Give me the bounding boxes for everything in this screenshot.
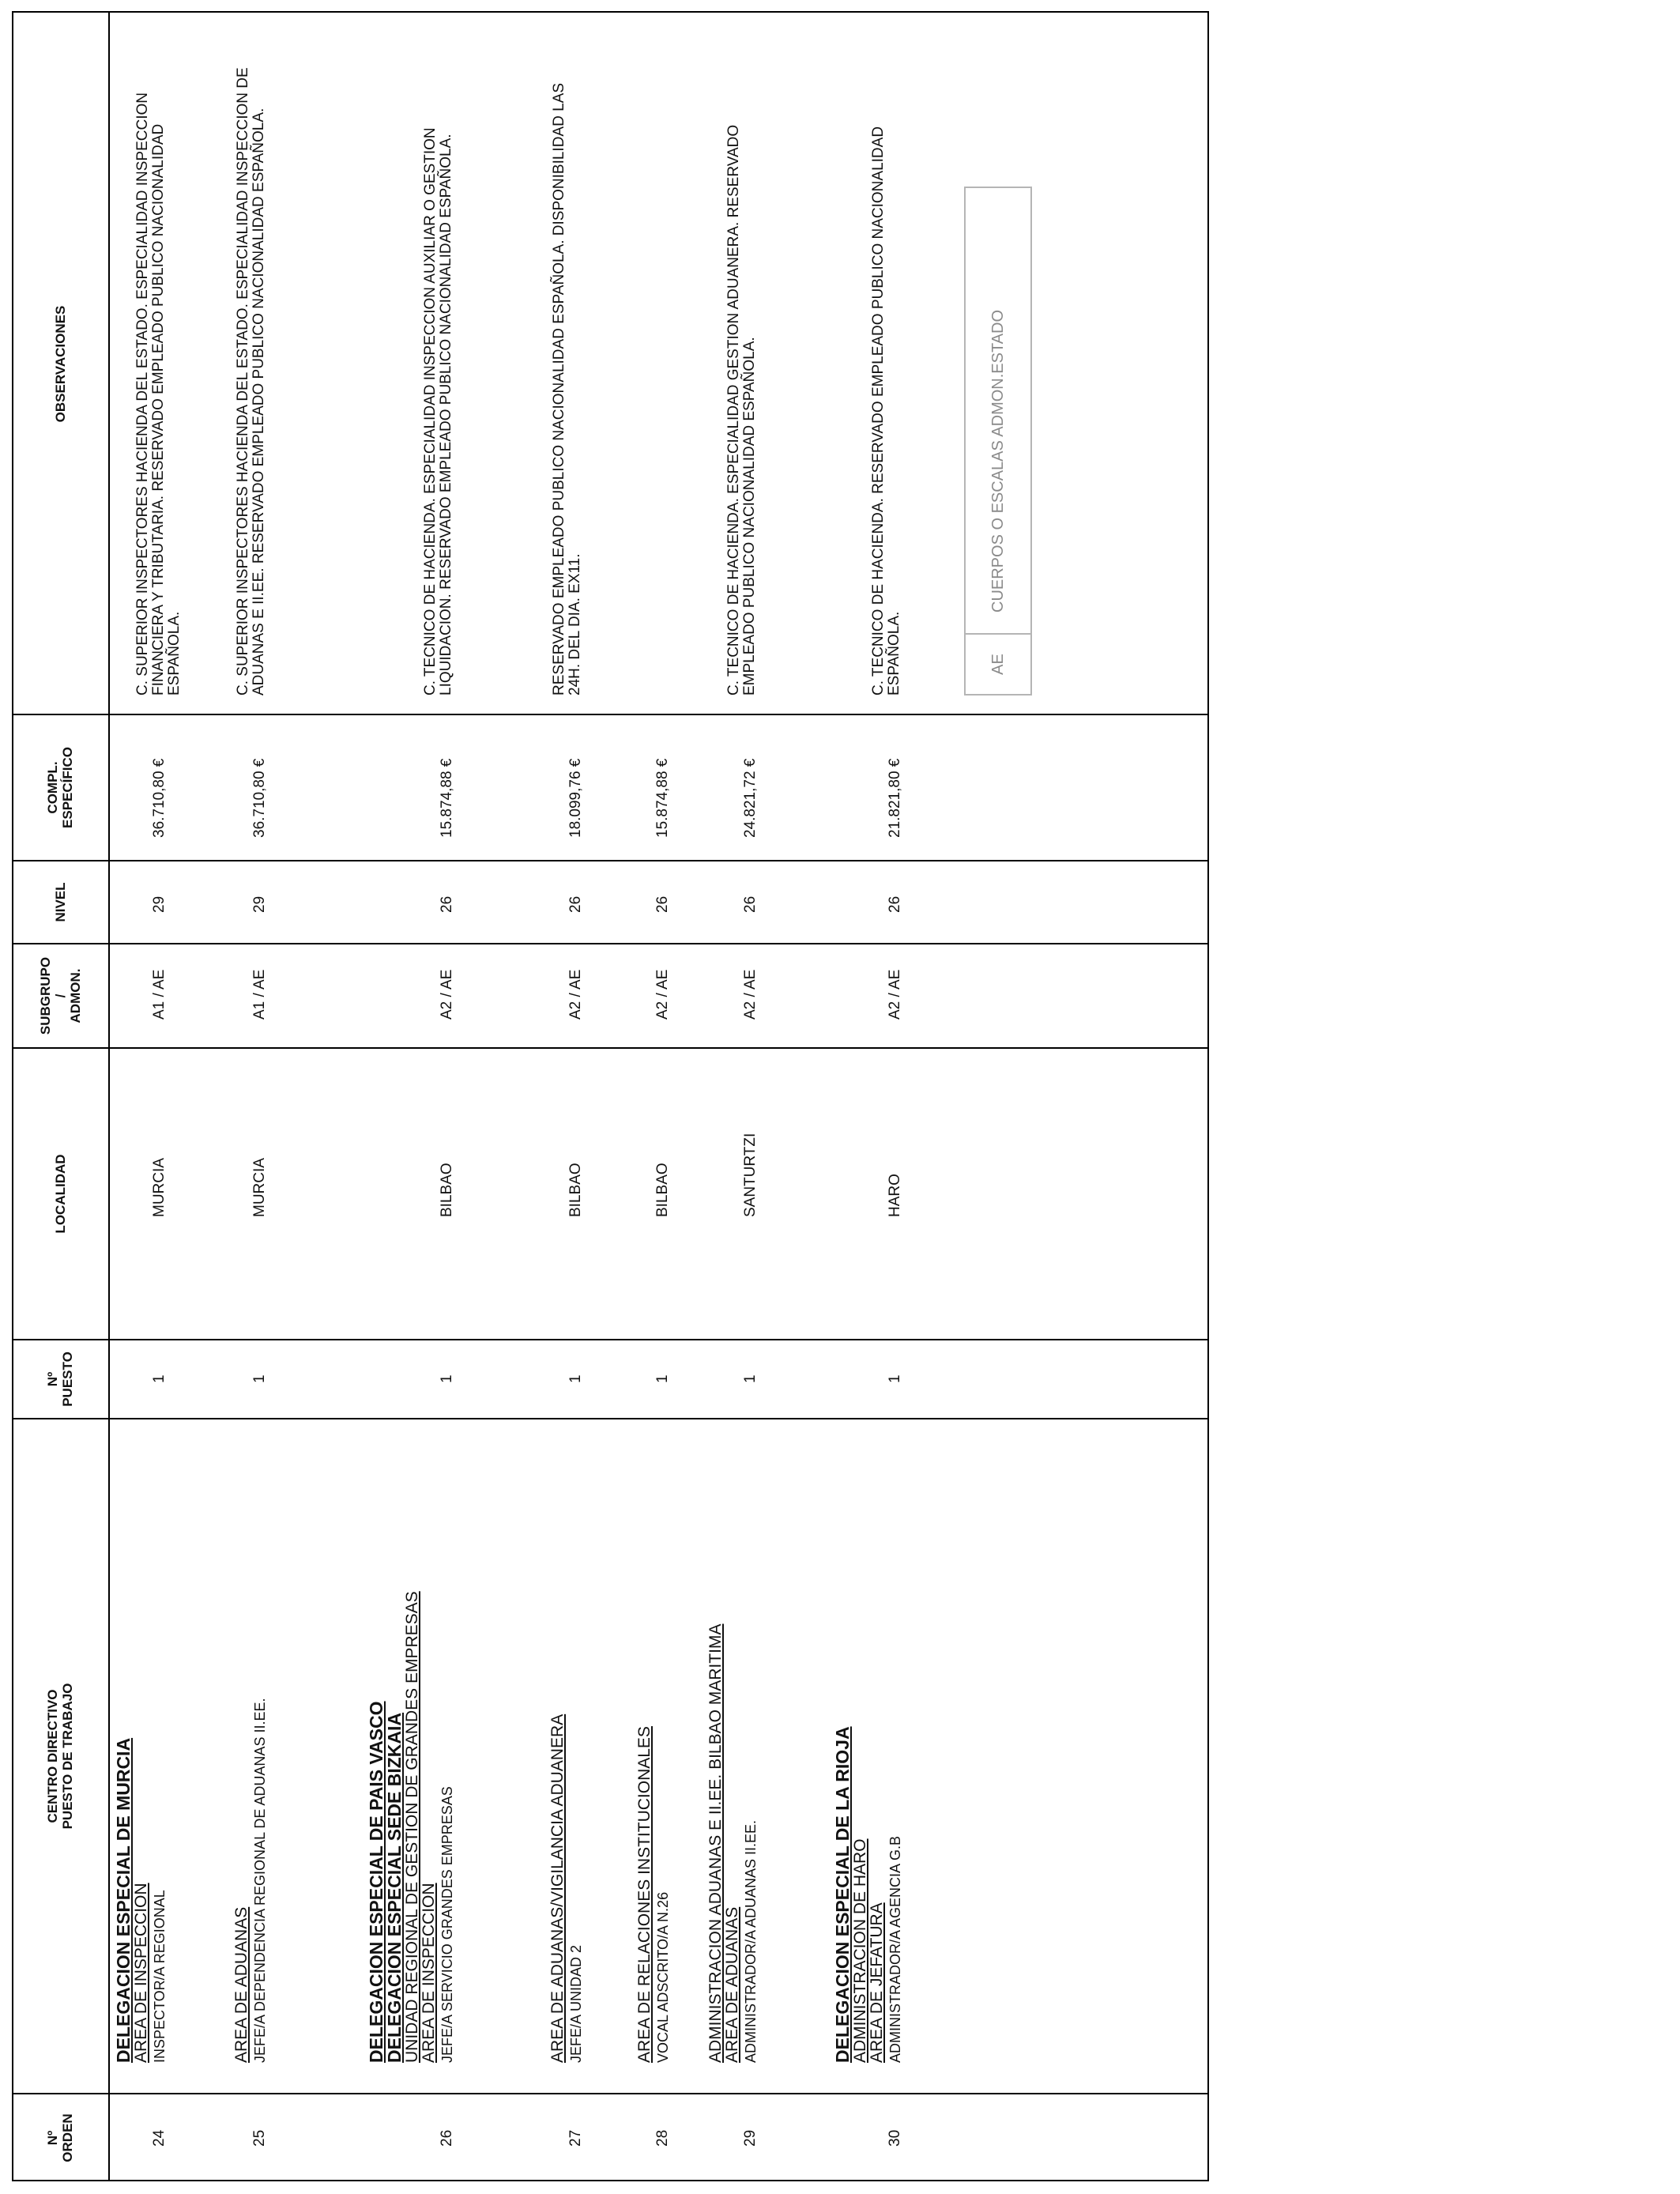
header-compl: COMPL. ESPECÍFICO xyxy=(45,747,75,828)
complemento-especifico: 15.874,88 € xyxy=(439,758,455,838)
puesto-count: 1 xyxy=(151,1374,168,1383)
localidad: MURCIA xyxy=(251,1158,268,1217)
rotated-page xyxy=(12,13,1207,2181)
localidad: MURCIA xyxy=(151,1158,168,1217)
nivel: 26 xyxy=(439,895,455,913)
header-centro: CENTRO DIRECTIVO PUESTO DE TRABAJO xyxy=(45,1683,75,1830)
org-unit: AREA DE RELACIONES INSTITUCIONALES xyxy=(635,1726,654,2063)
puesto-count: 1 xyxy=(742,1374,759,1383)
subgrupo-admon: A2 / AE xyxy=(567,969,584,1020)
puesto-count: 1 xyxy=(567,1374,584,1383)
localidad: BILBAO xyxy=(654,1163,671,1217)
puesto-de-trabajo: INSPECTOR/A REGIONAL xyxy=(152,1890,168,2063)
complemento-especifico: 18.099,76 € xyxy=(567,758,584,838)
org-unit: ADMINISTRACION ADUANAS E II.EE. BILBAO MARITIMA xyxy=(706,1623,725,2063)
orden-number: 30 xyxy=(887,2129,903,2147)
complemento-especifico: 21.821,80 € xyxy=(887,758,903,838)
observaciones: C. TECNICO DE HACIENDA. ESPECIALIDAD INSPECCION AUXILIAR O GESTION LIQUIDACION. RESERVADO EMPLEADO PUBLICO NACIONALIDAD ESPAÑOLA. xyxy=(422,127,454,696)
complemento-especifico: 36.710,80 € xyxy=(251,758,268,838)
col-divider-nivel xyxy=(12,860,1207,861)
org-unit: AREA DE ADUANAS/VIGILANCIA ADUANERA xyxy=(548,1713,567,2063)
header-orden: Nº ORDEN xyxy=(45,2113,75,2162)
subgrupo-admon: A2 / AE xyxy=(439,969,455,1020)
col-divider-centro xyxy=(12,1418,1207,1419)
org-unit: ADMINISTRACION DE HARO xyxy=(851,1838,869,2063)
orden-number: 24 xyxy=(151,2129,168,2147)
legend-box xyxy=(964,187,1032,696)
header-subgrupo: SUBGRUPO / ADMON. xyxy=(37,956,83,1035)
puesto-count: 1 xyxy=(251,1374,268,1383)
org-unit: AREA DE INSPECCION xyxy=(420,1883,438,2063)
header-puestos: Nº PUESTO xyxy=(45,1351,75,1407)
puesto-count: 1 xyxy=(654,1374,671,1383)
puesto-de-trabajo: JEFE/A DEPENDENCIA REGIONAL DE ADUANAS II.EE. xyxy=(252,1698,268,2063)
subgrupo-admon: A2 / AE xyxy=(654,969,671,1020)
orden-number: 26 xyxy=(439,2129,455,2147)
col-divider-puestos xyxy=(12,1339,1207,1340)
org-unit: AREA DE ADUANAS xyxy=(723,1906,741,2063)
nivel: 29 xyxy=(151,895,168,913)
nivel: 26 xyxy=(567,895,584,913)
orden-number: 29 xyxy=(742,2129,759,2147)
header-localidad: LOCALIDAD xyxy=(52,1154,68,1234)
observaciones: RESERVADO EMPLEADO PUBLICO NACIONALIDAD ESPAÑOLA. DISPONIBILIDAD LAS 24H. DEL DIA. EX11. xyxy=(551,82,583,696)
puesto-de-trabajo: JEFE/A SERVICIO GRANDES EMPRESAS xyxy=(439,1786,455,2063)
nivel: 29 xyxy=(251,895,268,913)
header-divider xyxy=(108,13,110,2181)
subgrupo-admon: A2 / AE xyxy=(887,969,903,1020)
observaciones: C. SUPERIOR INSPECTORES HACIENDA DEL ESTADO. ESPECIALIDAD INSPECCION DE ADUANAS E II.EE. RESERVADO EMPLEADO PUBLICO NACIONALIDAD ESPAÑOLA. xyxy=(235,67,267,696)
header-nivel: NIVEL xyxy=(52,882,68,922)
org-unit: AREA DE ADUANAS xyxy=(232,1906,250,2063)
complemento-especifico: 15.874,88 € xyxy=(654,758,671,838)
localidad: BILBAO xyxy=(439,1163,455,1217)
org-unit: AREA DE JEFATURA xyxy=(868,1902,886,2063)
org-unit: DELEGACION ESPECIAL DE MURCIA xyxy=(113,1737,134,2063)
col-divider-localidad xyxy=(12,1047,1207,1049)
legend-key: AE xyxy=(966,633,1030,694)
legend-value: CUERPOS O ESCALAS ADMON.ESTADO xyxy=(989,309,1007,613)
subgrupo-admon: A2 / AE xyxy=(742,969,759,1020)
orden-number: 25 xyxy=(251,2129,268,2147)
orden-number: 28 xyxy=(654,2129,671,2147)
org-unit: DELEGACION ESPECIAL DE PAIS VASCO xyxy=(366,1701,386,2063)
nivel: 26 xyxy=(742,895,759,913)
org-unit: DELEGACION ESPECIAL DE LA RIOJA xyxy=(832,1726,853,2063)
localidad: HARO xyxy=(887,1174,903,1217)
org-unit: UNIDAD REGIONAL DE GESTION DE GRANDES EMPRESAS xyxy=(403,1591,421,2063)
puesto-de-trabajo: VOCAL ADSCRITO/A N.26 xyxy=(655,1891,671,2063)
col-divider-compl xyxy=(12,714,1207,715)
localidad: SANTURTZI xyxy=(742,1133,759,1217)
org-unit: AREA DE INSPECCION xyxy=(132,1883,150,2063)
puesto-count: 1 xyxy=(439,1374,455,1383)
puesto-de-trabajo: JEFE/A UNIDAD 2 xyxy=(568,1944,584,2063)
nivel: 26 xyxy=(654,895,671,913)
puesto-de-trabajo: ADMINISTRADOR/A ADUANAS II.EE. xyxy=(743,1819,759,2063)
complemento-especifico: 24.821,72 € xyxy=(742,758,759,838)
header-observaciones: OBSERVACIONES xyxy=(52,305,68,423)
puesto-de-trabajo: ADMINISTRADOR/A AGENCIA G.B xyxy=(887,1835,903,2063)
observaciones: C. TECNICO DE HACIENDA. RESERVADO EMPLEADO PUBLICO NACIONALIDAD ESPAÑOLA. xyxy=(870,126,902,696)
orden-number: 27 xyxy=(567,2129,584,2147)
nivel: 26 xyxy=(887,895,903,913)
subgrupo-admon: A1 / AE xyxy=(251,969,268,1020)
subgrupo-admon: A1 / AE xyxy=(151,969,168,1020)
puesto-count: 1 xyxy=(887,1374,903,1383)
observaciones: C. SUPERIOR INSPECTORES HACIENDA DEL ESTADO. ESPECIALIDAD INSPECCION FINANCIERA Y TRIBUTARIA. RESERVADO EMPLEADO PUBLICO NACIONALIDAD ESPAÑOLA. xyxy=(134,92,183,696)
org-unit: DELEGACION ESPECIAL SEDE BIZKAIA xyxy=(384,1712,405,2063)
localidad: BILBAO xyxy=(567,1163,584,1217)
observaciones: C. TECNICO DE HACIENDA. ESPECIALIDAD GESTION ADUANERA. RESERVADO EMPLEADO PUBLICO NACIONALIDAD ESPAÑOLA. xyxy=(725,124,758,696)
col-divider-subgrupo xyxy=(12,943,1207,944)
col-divider-orden xyxy=(12,2093,1207,2094)
complemento-especifico: 36.710,80 € xyxy=(151,758,168,838)
